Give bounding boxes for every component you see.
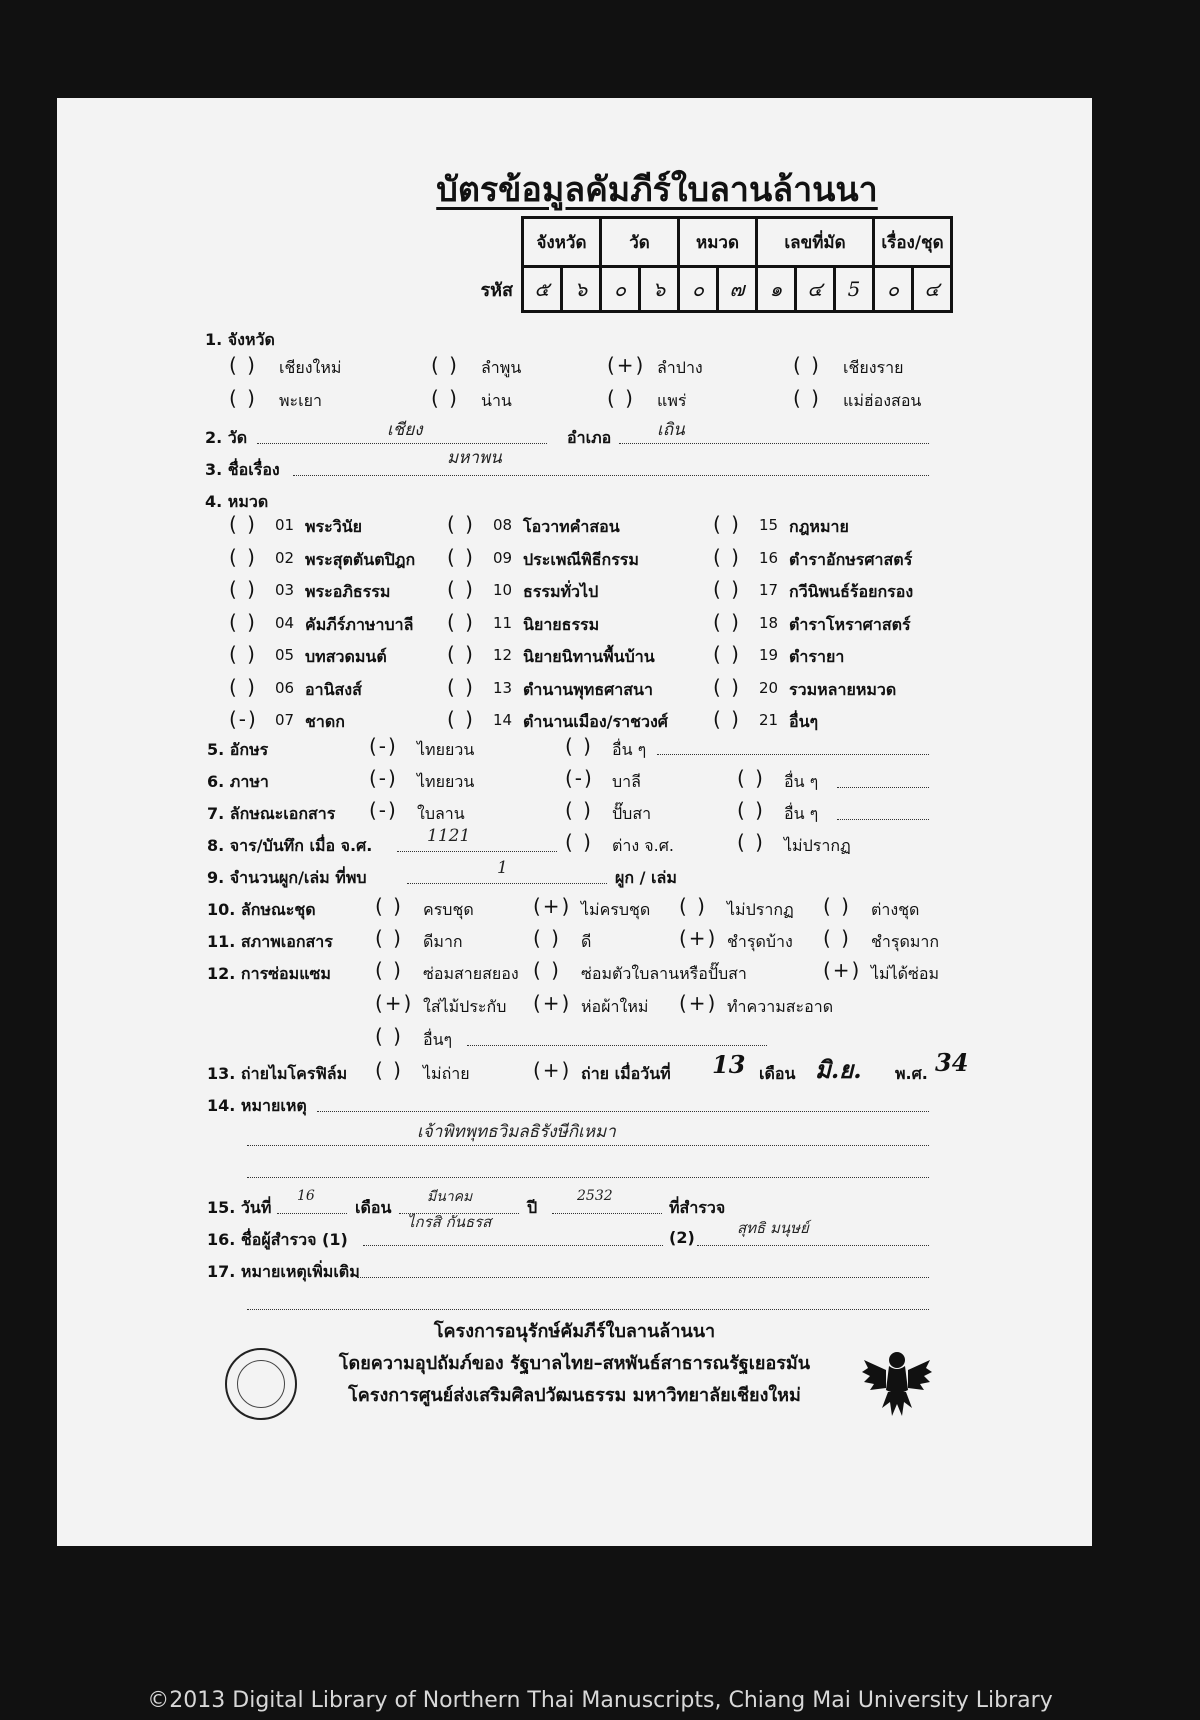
option-label: ใบลาน — [417, 804, 465, 823]
checkbox-empty[interactable]: ( ) — [229, 386, 257, 410]
checkbox-checked[interactable]: (+) — [533, 894, 572, 918]
checkbox-checked[interactable]: (+) — [607, 353, 646, 377]
checkbox-empty[interactable]: ( ) — [713, 577, 741, 601]
province-option: ลำพูน — [481, 358, 522, 377]
category-code: 09 — [493, 548, 513, 567]
checkbox-empty[interactable]: ( ) — [229, 577, 257, 601]
checkbox-checked[interactable]: (+) — [679, 991, 718, 1015]
checkbox-empty[interactable]: ( ) — [713, 642, 741, 666]
category-name: พระสุตตันตปิฎก — [305, 549, 416, 569]
checkbox-empty[interactable]: ( ) — [229, 544, 257, 569]
section-temple-label: 2. วัด — [205, 428, 248, 447]
checkbox-empty[interactable]: ( ) — [737, 798, 765, 822]
option-label: ไม่ปรากฏ — [727, 900, 794, 919]
option-label: ต่าง จ.ศ. — [612, 836, 674, 855]
category-code: 19 — [759, 646, 779, 664]
category-code: 02 — [275, 548, 295, 567]
option-label: ไทยยวน — [417, 772, 475, 791]
option-label: ซ่อมตัวใบลานหรือปั๊บสา — [581, 964, 747, 983]
checkbox-empty[interactable]: ( ) — [375, 926, 403, 950]
code-cell: ๐ — [601, 267, 640, 312]
province-option: แม่ฮ่องสอน — [843, 391, 922, 410]
code-cell: ๕ — [523, 267, 562, 312]
checkbox-empty[interactable]: ( ) — [607, 386, 635, 410]
category-code: 12 — [493, 646, 513, 664]
category-code: 17 — [759, 581, 779, 599]
checkbox-empty[interactable]: ( ) — [713, 512, 741, 536]
province-option: เชียงราย — [843, 358, 904, 377]
category-code: 11 — [493, 613, 513, 632]
checkbox-empty[interactable]: ( ) — [823, 894, 851, 918]
section-survey-date-label: 15. วันที่ — [207, 1198, 272, 1217]
option-label: อื่น ๆ — [784, 772, 819, 791]
option-label: ปั๊บสา — [612, 804, 652, 823]
footer-line: โครงการศูนย์ส่งเสริมศิลปวัฒนธรรม มหาวิทยาลัยเชียงใหม่ — [348, 1385, 801, 1406]
code-cell: ๐ — [874, 267, 913, 312]
checkbox-checked[interactable]: (-) — [565, 766, 594, 790]
category-code: 04 — [275, 613, 295, 632]
category-name: ตำราโหราศาสตร์ — [789, 614, 911, 634]
checkbox-empty[interactable]: ( ) — [375, 1024, 403, 1048]
survey-suffix: ที่สำรวจ — [669, 1198, 726, 1217]
count-suffix: ผูก / เล่ม — [615, 868, 677, 887]
option-label: ดีมาก — [423, 932, 463, 951]
code-cell: ๗ — [718, 267, 757, 312]
category-code: 01 — [275, 516, 295, 534]
surveyor-2-label: (2) — [669, 1228, 695, 1247]
checkbox-empty[interactable]: ( ) — [375, 958, 403, 982]
category-code: 03 — [275, 581, 295, 599]
checkbox-empty[interactable]: ( ) — [447, 544, 475, 569]
option-label: ชำรุดมาก — [871, 932, 940, 951]
section-notes-label: 14. หมายเหตุ — [207, 1096, 307, 1115]
section-script-label: 5. อักษร — [207, 740, 269, 759]
survey-year: 2532 — [577, 1188, 613, 1204]
option-label: ต่างชุด — [871, 900, 920, 919]
footer-line: โครงการอนุรักษ์คัมภีร์ใบลานล้านนา — [433, 1321, 716, 1342]
province-option: พะเยา — [279, 391, 322, 410]
category-code: 20 — [759, 678, 779, 697]
checkbox-empty[interactable]: ( ) — [713, 707, 741, 731]
category-code: 10 — [493, 581, 513, 599]
category-name: กฎหมาย — [789, 517, 849, 536]
district-label: อำเภอ — [567, 428, 612, 447]
section-doctype-label: 7. ลักษณะเอกสาร — [207, 804, 336, 823]
category-code: 15 — [759, 516, 779, 534]
category-name: รวมหลายหมวด — [789, 679, 897, 699]
category-code: 21 — [759, 711, 779, 729]
category-code: 05 — [275, 646, 295, 664]
section-microfilm-label: 13. ถ่ายไมโครฟิล์ม — [207, 1064, 348, 1083]
category-code: 13 — [493, 678, 513, 697]
checkbox-empty[interactable]: ( ) — [447, 674, 475, 699]
province-option: แพร่ — [657, 391, 687, 410]
checkbox-empty[interactable]: ( ) — [823, 926, 851, 950]
section-surveyor-label: 16. ชื่อผู้สำรวจ (1) — [207, 1230, 348, 1249]
category-name: บทสวดมนต์ — [305, 647, 387, 666]
option-label: ชำรุดบ้าง — [727, 932, 793, 951]
category-code: 16 — [759, 548, 779, 567]
option-label: ถ่าย เมื่อวันที่ — [581, 1064, 671, 1083]
checkbox-checked[interactable]: (+) — [533, 1058, 572, 1082]
checkbox-empty[interactable]: ( ) — [793, 353, 821, 377]
checkbox-empty[interactable]: ( ) — [229, 674, 257, 699]
code-cell: ๑ — [757, 267, 796, 312]
section-extra-notes-label: 17. หมายเหตุเพิ่มเติม — [207, 1262, 360, 1281]
category-name: อานิสงส์ — [305, 679, 362, 699]
code-cell: ๖ — [562, 267, 601, 312]
checkbox-empty[interactable]: ( ) — [229, 609, 257, 634]
category-name: นิยายนิทานพื้นบ้าน — [523, 647, 655, 666]
section-count-label: 9. จำนวนผูก/เล่ม ที่พบ — [207, 868, 367, 887]
month-label: เดือน — [355, 1198, 392, 1217]
section-date-label: 8. จาร/บันทึก เมื่อ จ.ศ. — [207, 836, 373, 855]
category-name: คัมภีร์ภาษาบาลี — [305, 614, 414, 634]
code-cell: ๔ — [796, 267, 835, 312]
checkbox-empty[interactable]: ( ) — [679, 894, 707, 918]
survey-month: มีนาคม — [427, 1189, 473, 1205]
province-option: ลำปาง — [657, 358, 703, 377]
code-row-label: รหัส — [480, 279, 513, 301]
cs-year-value: 1121 — [427, 826, 471, 846]
checkbox-checked[interactable]: (+) — [533, 991, 572, 1015]
checkbox-empty[interactable]: ( ) — [447, 577, 475, 601]
section-condition-label: 11. สภาพเอกสาร — [207, 932, 333, 951]
year-label: ปี — [527, 1198, 538, 1217]
category-name: ธรรมทั่วไป — [523, 582, 599, 601]
film-year: 34 — [935, 1048, 969, 1077]
section-repair-label: 12. การซ่อมแซม — [207, 964, 331, 983]
checkbox-empty[interactable]: ( ) — [793, 386, 821, 410]
code-cell: ๖ — [640, 267, 679, 312]
footer-line: โดยความอุปถัมภ์ของ รัฐบาลไทย–สหพันธ์สาธารณรัฐเยอรมัน — [338, 1353, 811, 1374]
copyright-notice: ©2013 Digital Library of Northern Thai Manuscripts, Chiang Mai University Library — [147, 1688, 1053, 1713]
checkbox-checked[interactable]: (-) — [369, 798, 398, 822]
surveyor-1-name: ไกรสิ กันธรส — [407, 1213, 492, 1231]
checkbox-empty[interactable]: ( ) — [565, 798, 593, 822]
option-label: ห่อผ้าใหม่ — [581, 997, 649, 1016]
checkbox-empty[interactable]: ( ) — [375, 894, 403, 918]
section-category-label: 4. หมวด — [205, 492, 269, 511]
checkbox-empty[interactable]: ( ) — [533, 926, 561, 950]
checkbox-empty[interactable]: ( ) — [565, 734, 593, 758]
year-label: พ.ศ. — [895, 1064, 928, 1083]
notes-value: เจ้าพิทพุทธวิมลธิรังษีกิเหมา — [417, 1122, 616, 1142]
checkbox-empty[interactable]: ( ) — [229, 512, 257, 536]
checkbox-checked[interactable]: (+) — [823, 958, 862, 982]
district-value: เถิน — [657, 420, 685, 440]
option-label: ไม่ปรากฏ — [784, 836, 851, 855]
code-cell: ๔ — [913, 267, 952, 312]
category-name: กวีนิพนธ์ร้อยกรอง — [789, 582, 914, 601]
month-label: เดือน — [759, 1064, 796, 1083]
checkbox-checked[interactable]: (+) — [375, 991, 414, 1015]
category-name: ประเพณีพิธีกรรม — [523, 549, 639, 569]
german-eagle-icon — [862, 1346, 932, 1420]
category-name: ตำนานเมือง/ราชวงศ์ — [523, 712, 668, 731]
record-card — [57, 98, 1092, 1546]
code-table — [462, 216, 953, 313]
story-value: มหาพน — [447, 448, 502, 468]
category-code: 07 — [275, 711, 295, 729]
category-name: พระอภิธรรม — [305, 582, 391, 601]
checkbox-empty[interactable]: ( ) — [431, 353, 459, 377]
checkbox-empty[interactable]: ( ) — [431, 386, 459, 410]
option-label: บาลี — [612, 772, 641, 791]
card-title: บัตรข้อมูลคัมภีร์ใบลานล้านนา — [436, 170, 878, 210]
category-name: โอวาทคำสอน — [523, 517, 620, 536]
option-label: ไม่ได้ซ่อม — [871, 964, 940, 983]
category-name: พระวินัย — [305, 517, 363, 536]
category-name: อื่นๆ — [789, 712, 819, 731]
option-label: อื่นๆ — [423, 1030, 453, 1049]
checkbox-empty[interactable]: ( ) — [229, 353, 257, 377]
checkbox-checked[interactable]: (-) — [369, 734, 398, 758]
checkbox-checked[interactable]: (+) — [679, 926, 718, 950]
checkbox-checked[interactable]: (-) — [369, 766, 398, 790]
option-label: ดี — [581, 932, 592, 951]
section-language-label: 6. ภาษา — [207, 772, 269, 791]
option-label: ไทยยวน — [417, 740, 475, 759]
option-label: อื่น ๆ — [784, 804, 819, 823]
checkbox-empty[interactable]: ( ) — [533, 958, 561, 982]
checkbox-empty[interactable]: ( ) — [447, 707, 475, 731]
film-month: มิ.ย. — [815, 1055, 862, 1084]
code-header: หมวด — [679, 218, 757, 267]
option-label: ไม่ถ่าย — [423, 1064, 470, 1083]
category-name: ชาดก — [305, 712, 345, 731]
section-set-label: 10. ลักษณะชุด — [207, 900, 316, 919]
section-story-label: 3. ชื่อเรื่อง — [205, 460, 280, 479]
code-cell: ๐ — [679, 267, 718, 312]
checkbox-empty[interactable]: ( ) — [737, 766, 765, 790]
option-label: ใส่ไม้ประกับ — [423, 997, 507, 1016]
code-header: วัด — [601, 218, 679, 267]
surveyor-2-name: สุทธิ มนุษย์ — [737, 1219, 809, 1237]
checkbox-empty[interactable]: ( ) — [713, 544, 741, 569]
province-option: น่าน — [481, 391, 512, 410]
option-label: ซ่อมสายสยอง — [423, 964, 519, 983]
code-header: จังหวัด — [523, 218, 601, 267]
code-header: เลขที่มัด — [757, 218, 874, 267]
category-name: นิยายธรรม — [523, 614, 600, 634]
category-code: 06 — [275, 678, 295, 697]
category-name: ตำราอักษรศาสตร์ — [789, 549, 913, 569]
checkbox-empty[interactable]: ( ) — [447, 512, 475, 536]
survey-day: 16 — [297, 1188, 315, 1204]
option-label: ทำความสะอาด — [727, 997, 834, 1016]
checkbox-empty[interactable]: ( ) — [447, 642, 475, 666]
university-seal-icon — [225, 1348, 297, 1420]
category-code: 08 — [493, 516, 513, 534]
temple-value: เชียง — [387, 420, 423, 440]
option-label: อื่น ๆ — [612, 740, 647, 759]
checkbox-empty[interactable]: ( ) — [565, 830, 593, 854]
section-province-label: 1. จังหวัด — [205, 330, 275, 349]
option-label: ครบชุด — [423, 900, 474, 919]
checkbox-empty[interactable]: ( ) — [737, 830, 765, 854]
checkbox-checked[interactable]: (-) — [229, 707, 258, 731]
code-cell: 5 — [835, 267, 874, 312]
film-day: 13 — [712, 1050, 746, 1079]
count-value: 1 — [497, 858, 508, 878]
category-name: ตำรายา — [789, 647, 845, 666]
option-label: ไม่ครบชุด — [581, 900, 651, 919]
category-code: 14 — [493, 711, 513, 729]
category-code: 18 — [759, 613, 779, 632]
checkbox-empty[interactable]: ( ) — [713, 674, 741, 699]
checkbox-empty[interactable]: ( ) — [229, 642, 257, 666]
checkbox-empty[interactable]: ( ) — [447, 609, 475, 634]
code-header: เรื่อง/ชุด — [874, 218, 952, 267]
checkbox-empty[interactable]: ( ) — [713, 609, 741, 634]
province-option: เชียงใหม่ — [279, 358, 342, 377]
category-name: ตำนานพุทธศาสนา — [523, 679, 653, 699]
checkbox-empty[interactable]: ( ) — [375, 1058, 403, 1082]
